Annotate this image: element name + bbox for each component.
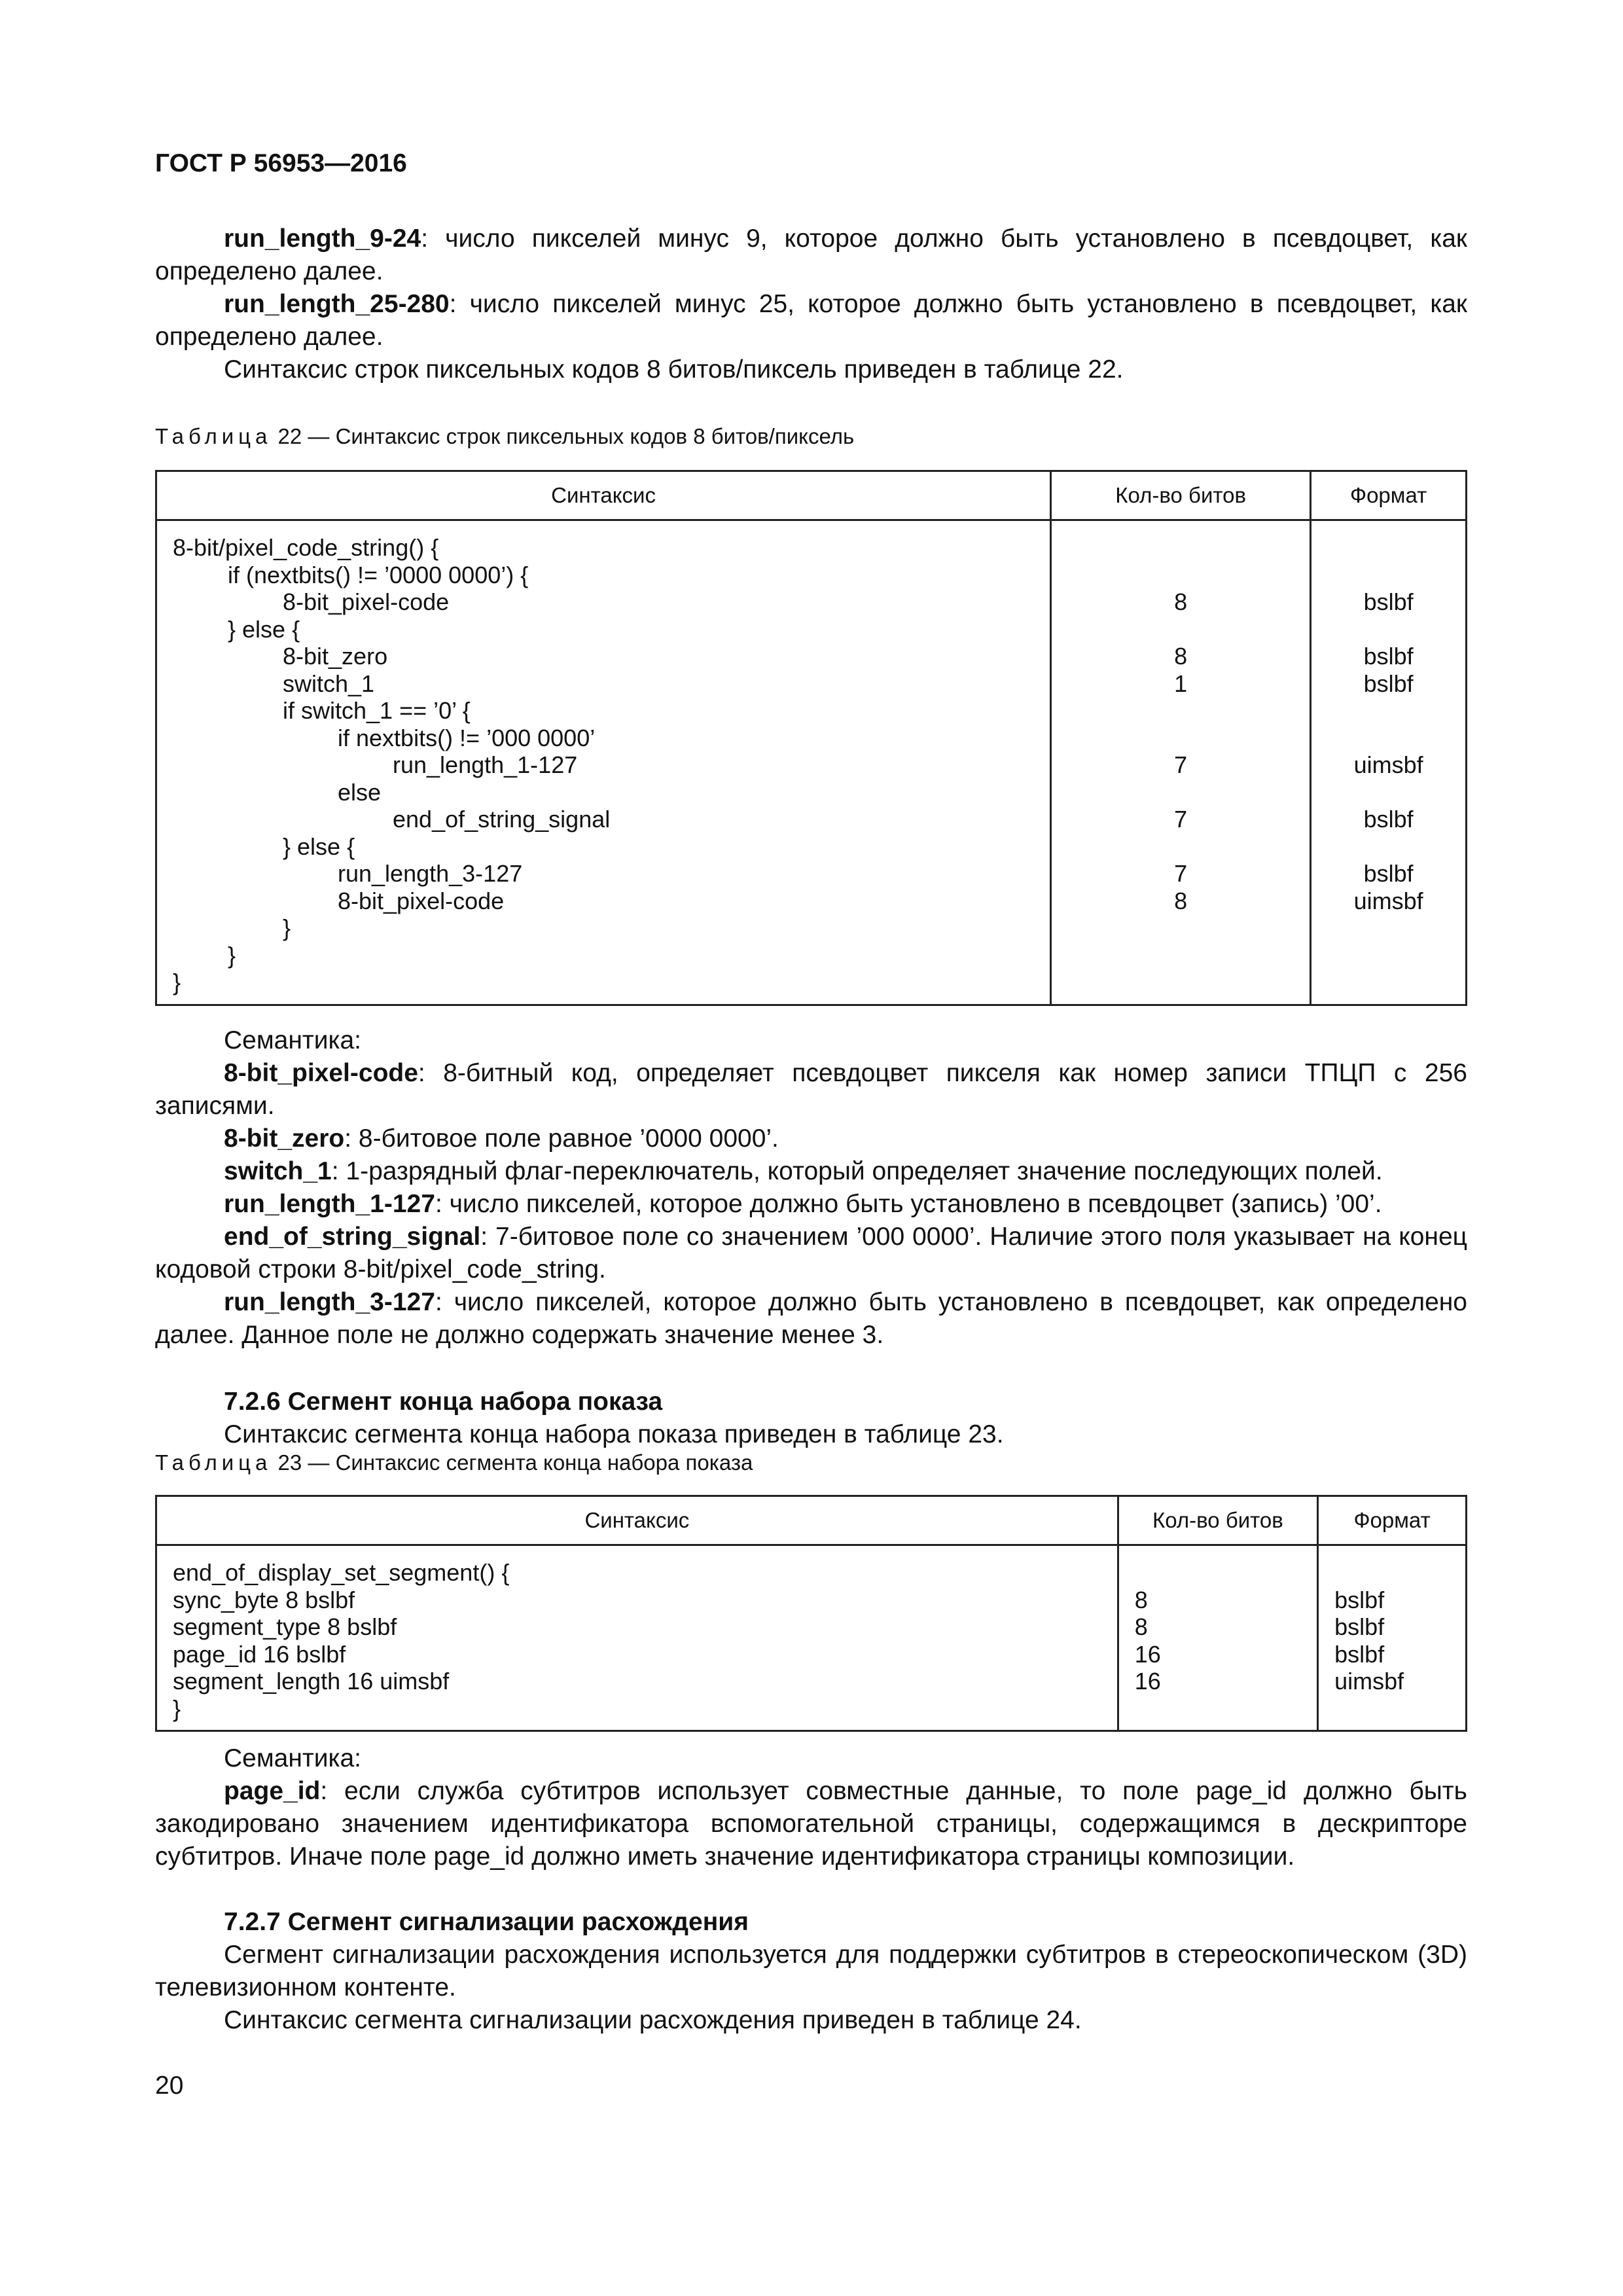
page-number: 20	[155, 2072, 184, 2100]
bits-value	[1067, 942, 1294, 969]
bits-value: 7	[1174, 860, 1188, 887]
term: 8-bit_zero	[224, 1124, 345, 1153]
semantics-item	[155, 1155, 1467, 1188]
bits-value	[1067, 562, 1294, 589]
intro-block	[155, 223, 1467, 386]
format-value	[1327, 914, 1450, 942]
table23-caption	[155, 1450, 753, 1475]
bits-value	[1067, 697, 1294, 725]
syntax-line: } else {	[228, 615, 300, 643]
format-value: bslbf	[1363, 806, 1414, 833]
format-value	[1327, 969, 1450, 996]
term: 8-bit_pixel-code	[224, 1059, 418, 1087]
section-text: Сегмент сигнализации расхождения используется для поддержки субтитров в стереоскопическом (3D) телевизионном контенте.	[155, 1941, 1467, 2001]
format-value: uimsbf	[1353, 887, 1423, 914]
syntax-line: sync_byte 8 bslbf	[173, 1586, 355, 1613]
table23	[155, 1495, 1467, 1732]
syntax-line: 8-bit_pixel-code	[338, 887, 505, 914]
bits-value	[1135, 1559, 1301, 1587]
column-header-bits: Кол-во битов	[1118, 1496, 1317, 1545]
term: run_length_9-24	[224, 224, 421, 253]
term: run_length_3-127	[224, 1288, 435, 1316]
bits-value	[1067, 914, 1294, 942]
syntax-line: segment_length 16 uimsbf	[173, 1668, 450, 1695]
format-value	[1334, 1559, 1450, 1587]
syntax-line: segment_type 8 bslbf	[173, 1613, 397, 1640]
format-value: uimsbf	[1334, 1668, 1404, 1695]
format-column	[1311, 520, 1467, 1005]
intro-paragraph	[155, 288, 1467, 353]
definition: : число пикселей, которое должно быть установлено в псевдоцвет (запись) ’00’.	[435, 1190, 1382, 1218]
bits-value: 16	[1134, 1640, 1161, 1668]
table-row	[156, 1545, 1467, 1731]
intro-paragraph	[155, 223, 1467, 288]
caption-label: Таблица	[155, 424, 272, 448]
table-header-row	[156, 1496, 1467, 1545]
format-value: bslbf	[1363, 670, 1414, 697]
syntax-line: if switch_1 == ’0’ {	[283, 697, 471, 724]
format-value: bslbf	[1334, 1613, 1385, 1640]
syntax-line: }	[228, 941, 236, 969]
syntax-line: if (nextbits() != ’0000 0000’) {	[228, 561, 529, 588]
format-value	[1327, 942, 1450, 969]
caption-text: 22 — Синтаксис строк пиксельных кодов 8 битов/пиксель	[272, 424, 855, 448]
term: switch_1	[224, 1157, 332, 1185]
format-value: bslbf	[1334, 1640, 1385, 1668]
bits-value	[1067, 616, 1294, 643]
semantics-item	[155, 1221, 1467, 1286]
syntax-line: 8-bit_pixel-code	[283, 588, 450, 615]
bits-value: 16	[1134, 1668, 1161, 1695]
format-value: bslbf	[1334, 1586, 1385, 1613]
term: run_length_1-127	[224, 1190, 435, 1218]
definition: : 8-битовое поле равное ’0000 0000’.	[344, 1124, 779, 1153]
caption-text: 23 — Синтаксис сегмента конца набора показа	[272, 1450, 753, 1475]
definition: : 8-битный код, определяет псевдоцвет пикселя как номер записи ТПЦП с 256 записями.	[155, 1059, 1467, 1120]
bits-value: 8	[1134, 1613, 1148, 1640]
syntax-column	[156, 520, 1051, 1005]
table-header-row	[156, 471, 1467, 520]
definition: : 1-разрядный флаг-переключатель, который определяет значение последующих полей.	[331, 1157, 1383, 1185]
syntax-line: end_of_string_signal	[393, 806, 611, 833]
intro-paragraph	[155, 353, 1467, 386]
table22	[155, 470, 1467, 1006]
term: run_length_25-280	[224, 290, 450, 318]
section-text: Синтаксис сегмента сигнализации расхождения приведен в таблице 24.	[224, 2006, 1082, 2034]
semantics-item	[155, 1775, 1467, 1873]
bits-value: 8	[1174, 643, 1188, 670]
column-header-format: Формат	[1311, 471, 1467, 520]
syntax-line: else	[338, 778, 382, 806]
definition: : 7-битовое поле со значением ’000 0000’. Наличие этого поля указывает на конец кодовой строки 8-bit/pixel_code_string.	[155, 1223, 1467, 1283]
definition: : число пикселей, которое должно быть установлено в псевдоцвет, как определено далее. Данное поле не должно содержать значение менее 3.	[155, 1288, 1467, 1349]
bits-value: 8	[1174, 887, 1188, 914]
format-value	[1327, 562, 1450, 589]
section-7-2-7	[155, 1906, 1467, 2037]
column-header-syntax: Синтаксис	[156, 1496, 1118, 1545]
caption-label: Таблица	[155, 1450, 272, 1475]
definition: Синтаксис строк пиксельных кодов 8 битов/пиксель приведен в таблице 22.	[224, 355, 1124, 384]
definition: : число пикселей минус 9, которое должно быть установлено в псевдоцвет, как определено далее.	[155, 224, 1467, 285]
bits-value: 7	[1174, 751, 1188, 778]
bits-value	[1067, 833, 1294, 861]
format-value: bslbf	[1363, 860, 1414, 887]
table22-caption	[155, 424, 854, 449]
syntax-column	[156, 1545, 1118, 1731]
format-value	[1327, 725, 1450, 752]
term: end_of_string_signal	[224, 1223, 481, 1251]
definition: : если служба субтитров использует совместные данные, то поле page_id должно быть закодировано значением идентификатора вспомогательной страницы, содержащимся в дескрипторе субтитров. Иначе поле page_id должно иметь значение идентификатора страницы композиции.	[155, 1777, 1467, 1871]
definition: : число пикселей минус 25, которое должно быть установлено в псевдоцвет, как определено далее.	[155, 290, 1467, 351]
section-text: Синтаксис сегмента конца набора показа приведен в таблице 23.	[224, 1420, 1004, 1448]
section-heading: 7.2.7 Сегмент сигнализации расхождения	[224, 1908, 749, 1936]
format-column	[1318, 1545, 1467, 1731]
bits-value	[1067, 969, 1294, 996]
bits-value: 7	[1174, 806, 1188, 833]
bits-value	[1067, 779, 1294, 806]
column-header-format: Формат	[1318, 1496, 1467, 1545]
section-heading: 7.2.6 Сегмент конца набора показа	[224, 1388, 663, 1416]
format-value	[1334, 1695, 1450, 1723]
term: page_id	[224, 1777, 321, 1805]
semantics1-block	[155, 1024, 1467, 1352]
semantics-label: Семантика:	[224, 1026, 361, 1054]
syntax-line: page_id 16 bslbf	[173, 1640, 346, 1668]
semantics-item	[155, 1122, 1467, 1155]
syntax-line: if nextbits() != ’000 0000’	[338, 724, 596, 751]
syntax-line: 8-bit_zero	[283, 643, 388, 670]
format-value: bslbf	[1363, 588, 1414, 615]
bits-column	[1118, 1545, 1317, 1731]
syntax-line: run_length_1-127	[393, 751, 578, 778]
bits-value	[1067, 534, 1294, 562]
section-7-2-6	[155, 1386, 1467, 1451]
semantics-label: Семантика:	[224, 1744, 361, 1772]
semantics-item	[155, 1057, 1467, 1122]
format-value	[1327, 697, 1450, 725]
format-value: bslbf	[1363, 643, 1414, 670]
document-header: ГОСТ Р 56953—2016	[155, 149, 407, 177]
format-value	[1327, 534, 1450, 562]
syntax-line: }	[173, 1695, 181, 1722]
syntax-line: } else {	[283, 833, 355, 860]
syntax-line: }	[283, 914, 291, 941]
bits-column	[1051, 520, 1311, 1005]
column-header-syntax: Синтаксис	[156, 471, 1051, 520]
format-value	[1327, 616, 1450, 643]
format-value: uimsbf	[1353, 751, 1423, 778]
syntax-line: }	[173, 969, 181, 996]
column-header-bits: Кол-во битов	[1051, 471, 1311, 520]
table-row	[156, 520, 1467, 1005]
bits-value	[1135, 1695, 1301, 1723]
format-value	[1327, 833, 1450, 861]
semantics-item	[155, 1286, 1467, 1352]
semantics2-block	[155, 1742, 1467, 1873]
bits-value: 8	[1134, 1586, 1148, 1613]
syntax-line: end_of_display_set_segment() {	[173, 1559, 510, 1586]
syntax-line: switch_1	[283, 670, 375, 697]
bits-value: 8	[1174, 588, 1188, 615]
format-value	[1327, 779, 1450, 806]
syntax-line: run_length_3-127	[338, 860, 523, 887]
bits-value	[1067, 725, 1294, 752]
bits-value: 1	[1174, 670, 1188, 697]
semantics-item	[155, 1188, 1467, 1221]
syntax-line: 8-bit/pixel_code_string() {	[173, 534, 439, 561]
